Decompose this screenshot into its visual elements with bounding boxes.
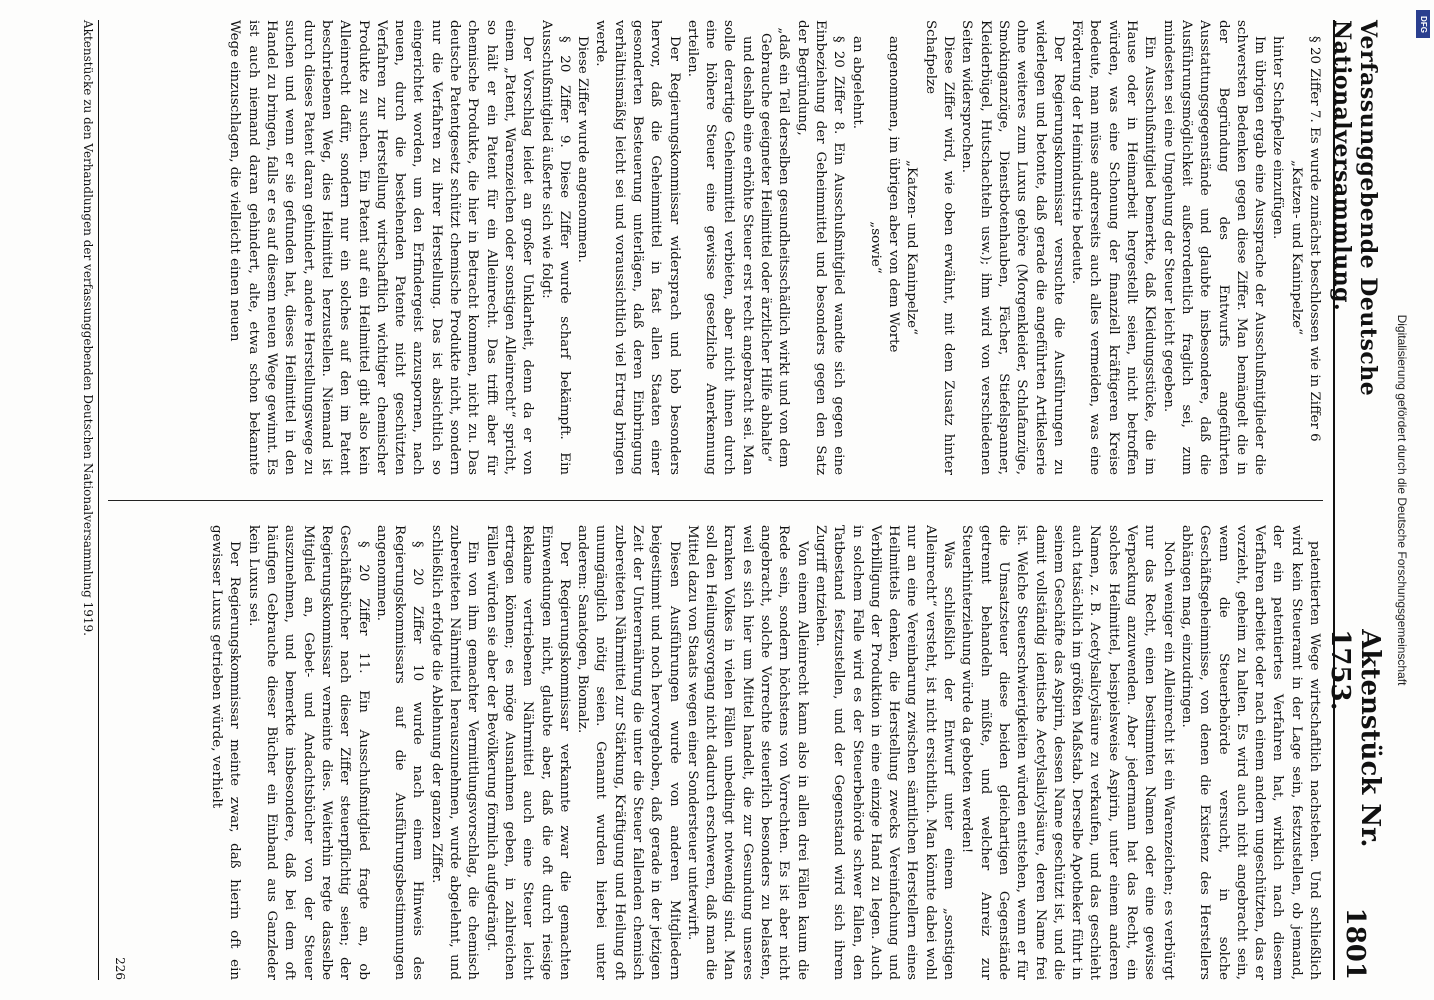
page-header <box>1325 20 1385 980</box>
paragraph: Im übrigen ergab eine Aussprache der Ausschußmitglieder die schwersten Bedenken gegen diese Ziffer. Man bemängelt die in der Begründung des Entwurfs angeführten Ausstattungsgegenstände und glaubte insbesondere, daß die Ausführungsmöglichkeit außerordentlich fraglich sei, zum mindesten sei eine Umgehung der Steuer leicht gegeben. <box>1160 20 1268 475</box>
paragraph: „Katzen- und Kaninpelze“ <box>904 160 920 335</box>
header-page-number: 1801 <box>1340 907 1370 980</box>
paragraph: Diesen Ausführungen wurde von anderen Mitgliedern beigestimmt und noch hervorgehoben, daß gerade in der jetzigen Zeit der Unterernährung die unter die Steuer fallenden chemisch zubereiteten Nährmittel zur Stärkung, Kräftigung und Heilung oft unumgänglich nötig seien. Genannt wurden hierbei unter anderem: Sanatogen, Biomalz. <box>575 525 682 980</box>
header-document-number: Aktenstück Nr. 1753. <box>1325 629 1385 848</box>
paragraph: Der Regierungskommissar widersprach und hob besonders hervor, daß die Geheimmittel in fast allen Staaten einer gesonderten Besteuerung unterlägen, daß deren Einbringung verhältnismäßig leicht sei und voraussichtlich viel Ertrag bringen werde. <box>593 20 682 475</box>
paragraph: Diese Ziffer wurde angenommen. <box>575 36 591 263</box>
paragraph: angenommen, im übrigen aber von dem Worte <box>886 36 902 353</box>
digitization-note <box>1392 10 1412 990</box>
paragraph: § 20 Ziffer 8. Ein Ausschußmitglied wandte sich gegen eine Einbeziehung der Geheimmittel und besonders gegen den Satz der Begründung, <box>794 20 847 475</box>
paragraph: „daß ein Teil derselben gesundheitsschädlich wirkt und von dem Gebrauche geeigneter Heilmittel oder ärztlicher Hilfe abhalte“ <box>758 27 792 468</box>
paragraph: § 20 Ziffer 7. Es wurde zunächst beschlossen wie in Ziffer 6 <box>1307 36 1322 442</box>
paragraph: Noch weniger ein Alleinrecht ist ein Warenzeichen; es verbürgt nur das Recht, einen bestimmten Namen oder eine gewisse Verpackung anzuwenden. Aber jedermann hat das Recht, ein solches Heilmittel, beispielsweise Aspirin, unter einem anderen Namen, z. B. Acetylsalicylsäure zu verkaufen, und das geschieht auch tatsächlich im größten Maßstab. Derselbe Apotheker führt in seinem Geschäfte das Aspirin, dessen Name geschützt ist, und die damit vollständig identische Acetylsalicylsäure, deren Name frei ist. Welche Steuerschwierigkeiten würden entstehen, wenn er für die Umsatzsteuer diese beiden gleichartigen Gegenstände getrennt behandeln müßte, und welcher Anreiz zur Steuerhinterziehung würde da geboten werden! <box>959 525 1176 980</box>
paragraph: § 20 Ziffer 11. Ein Ausschußmitglied fragte an, ob Geschäftsbücher nach dieser Ziffer steuerpflichtig seien; der Regierungskommissar verneinte dies. Weiterhin regte dasselbe Mitglied an, Gebet- und Andachtsbücher von der Steuer auszunehmen, und bemerkte insbesondere, daß bei dem oft häufigen Gebrauche dieser Bücher ein Einband aus Ganzleder kein Luxus sei. <box>245 525 371 980</box>
paragraph: Der Regierungskommissar verkannte zwar die gemachten Einwendungen nicht, glaubte aber, daß die oft durch riesige Reklame vertriebenen Nährmittel auch eine Steuer leicht ertragen können; es möge Ausnahmen geben, in zahlreichen Fällen würden sie aber der Bevölkerung förmlich aufgedrängt. <box>483 525 572 980</box>
paragraph: Ein von ihm gemachter Vermittlungsvorschlag, die chemisch zubereiteten Nährmittel herauszunehmen, wurde abgelehnt, und schließlich erfolgte die Ablehnung der ganzen Ziffer. <box>428 525 481 980</box>
paragraph: § 20 Ziffer 9. Diese Ziffer wurde scharf bekämpft. Ein Ausschußmitglied äußerte sich wie folgt: <box>538 20 572 475</box>
paragraph: an abgelehnt. <box>849 36 865 130</box>
paragraph: und deshalb eine erhöhte Steuer erst recht angebracht sei. Man solle derartige Geheimmittel verbieten, aber nicht ihnen durch eine höhere Steuer eine gewisse gesetzliche Anerkennung erteilen. <box>684 20 755 475</box>
header-title: Verfassunggebende Deutsche Nationalversammlung. <box>1329 20 1381 397</box>
digitization-note-text: Digitalisierung gefördert durch die Deutsche Forschungsgemeinschaft <box>1395 314 1409 686</box>
page-footer: Aktenstücke zu den Verhandlungen der verfassunggebenden Deutschen Nationalversammlung 1919. <box>78 20 99 980</box>
paragraph: Ein Ausschußmitglied bemerkte, daß Kleidungsstücke, die im Hause oder in Heimarbeit hergestellt seien, nicht betroffen würden, was eine Schonung der finanziell kräftigeren Kreise bedeute, man müsse andrerseits auch alles vermeiden, was eine Förderung der Heimindustrie bedeute. <box>1069 20 1158 475</box>
paragraph: Von einem Alleinrecht kann also in allen drei Fällen kaum die Rede sein, sondern höchstens von Vorrechten. Es ist aber nicht angebracht, solche Vorrechte steuerlich besonders zu belasten, weil es sich hier um Mittel handelt, die zur Gesundung unseres kranken Volkes in vielen Fällen unbedingt notwendig sind. Man soll den Heilungsvorgang nicht dadurch erschweren, daß man die Mittel dazu von Staats wegen einer Sondersteuer unterwirft. <box>684 525 810 980</box>
dfg-logo <box>1416 10 1430 38</box>
left-text-column <box>108 20 1323 475</box>
paragraph: Der Vorschlag leidet an großer Unklarheit, denn da er von einem „Patent, Warenzeichen oder sonstigen Alleinrecht“ spricht, so hält er ein Patent für ein Alleinrecht. Das trifft aber für chemische Produkte, die hier in Betracht kommen, nicht zu. Das deutsche Patentgesetz schützt chemische Produkte nicht, sondern nur die Verfahren zu ihrer Herstellung. Das ist absichtlich so eingerichtet worden, um den Erfindergeist anzuspornen, nach neuen, durch die bestehenden Patente nicht geschützten Verfahren zur Herstellung wirtschaftlich wichtiger chemischer Produkte zu suchen. Ein Patent auf ein Heilmittel gibt also kein Alleinrecht dafür, sondern nur ein solches auf den im Patent beschriebenen Weg, dies Heilmittel herzustellen. Niemand ist durch dieses Patent daran gehindert, andere Herstellungswege zu suchen und wenn er sie gefunden hat, dieses Heilmittel in den Handel zu bringen, falls er es auf diesem neuen Wege gewinnt. Es ist auch niemand daran gehindert, alte, etwa schon bekannte Wege einzuschlagen, die vielleicht einen neuen <box>227 20 536 475</box>
paragraph: Der Regierungskommissar versuchte die Ausführungen zu widerlegen und betonte, daß gerade die angeführten Artikelserie ohne weiteres zum Luxus gehöre (Morgenkleider, Schlafanzüge, Smokinganzüge, Dienstbotenhauben, Fächer, Stiefelspanner, Kleiderbügel, Hutschachteln usw.); ihm wird von verschiedenen Seiten widersprochen. <box>959 20 1066 475</box>
column-divider <box>108 500 1323 501</box>
paragraph: Diese Ziffer wird, wie oben erwähnt, mit dem Zusatz hinter Schafpelze <box>922 20 957 475</box>
paragraph: „Katzen- und Kaninpelze“ <box>1288 160 1304 335</box>
dfg-logo-text: DFG <box>1418 15 1428 33</box>
paragraph: patentierten Wege wirtschaftlich nachstehen. Und schließlich wird kein Steueramt in der Lage sein, festzustellen, ob jemand, der ein patentiertes Verfahren hat, wirklich nach diesem Verfahren arbeitet oder nach einem andern ungeschützten, das er vorzieht, geheim zu halten. Es wird auch nicht angebracht sein, wenn die Steuerbehörde versucht, in solche Geschäftsgeheimnisse, von denen die Existenz des Herstellers abhängen mag, einzudringen. <box>1178 525 1322 980</box>
paragraph: § 20 Ziffer 10 wurde nach einem Hinweis des Regierungskommissars auf die Ausführungsbestimmungen angenommen. <box>373 525 426 980</box>
paragraph: Der Regierungskommissar meinte zwar, daß hierin oft ein gewisser Luxus getrieben würde, verhielt <box>209 525 243 980</box>
paragraph: hinter Schafpelze einzufügen. <box>1270 36 1286 240</box>
rotated-document-page <box>45 20 1385 980</box>
paragraph: Was schließlich der Entwurf unter einem „sonstigen Alleinrecht“ versteht, ist nicht ersichtlich. Man könnte dabei wohl nur an eine Vereinbarung zwischen sämtlichen Herstellern eines Heilmittels denken, die Herstellung zwecks Vereinfachung und Verbilligung der Produktion in eine einzige Hand zu legen. Auch in solchem Falle wird es der Steuerbehörde schwer fallen, den Tatbestand festzustellen, und der Gegenstand wird sich ihrem Zugriff entziehen. <box>812 525 957 980</box>
bottom-page-number: 226 <box>113 957 127 980</box>
right-text-column <box>108 525 1323 980</box>
paragraph: „sowie“ <box>867 221 883 274</box>
